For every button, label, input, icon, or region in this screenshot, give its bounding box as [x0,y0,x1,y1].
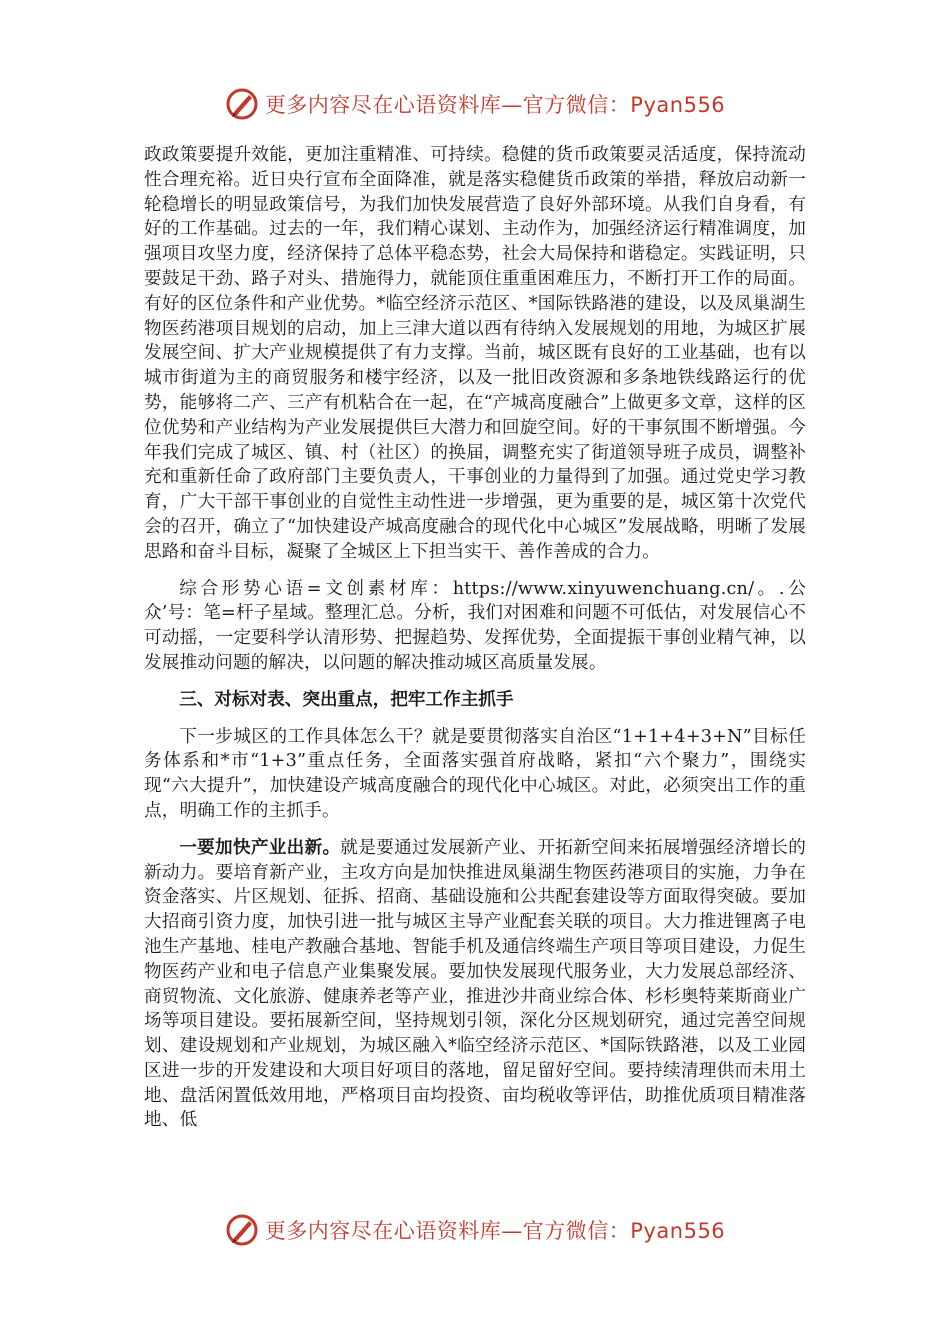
document-body [144,143,806,1145]
paragraph-2: 综合形势心语=文创素材库：https://www.xinyuwenchuang.cn/。.公众’号：笔=杆子星域。整理汇总。分析，我们对困难和问题不可低估，对发展信心不可动摇，一定要科学认清形势、把握趋势、发挥优势，全面提振干事创业精气神，以发展推动问题的解决，以问题的解决推动城区高质量发展。 [144,578,806,673]
paragraph-1: 政政策要提升效能，更加注重精准、可持续。稳健的货币政策要灵活适度，保持流动性合理充裕。近日央行宣布全面降准，就是落实稳健货币政策的举措，释放启动新一轮稳增长的明显政策信号，为我们加快发展营造了良好外部环境。从我们自身看，有好的工作基础。过去的一年，我们精心谋划、主动作为，加强经济运行精准调度，加强项目攻坚力度，经济保持了总体平稳态势，社会大局保持和谐稳定。实践证明，只要鼓足干劲、路子对头、措施得力，就能顶住重重困难压力，不断打开工作的局面。有好的区位条件和产业优势。*临空经济示范区、*国际铁路港的建设，以及凤巢湖生物医药港项目规划的启动，加上三津大道以西有待纳入发展规划的用地，为城区扩展发展空间、扩大产业规模提供了有力支撑。当前，城区既有良好的工业基础，也有以城市街道为主的商贸服务和楼宇经济，以及一批旧改资源和多条地铁线路运行的优势，能够将二产、三产有机粘合在一起，在“产城高度融合”上做更多文章，这样的区位优势和产业结构为产业发展提供巨大潜力和回旋空间。好的干事氛围不断增强。今年我们完成了城区、镇、村（社区）的换届，调整充实了街道领导班子成员，调整补充和重新任命了政府部门主要负责人，干事创业的力量得到了加强。通过党史学习教育，广大干部干事创业的自觉性主动性进一步增强，更为重要的是，城区第十次党代会的召开，确立了“加快建设产城高度融合的现代化中心城区”发展战略，明晰了发展思路和奋斗目标，凝聚了全城区上下担当实干、善作善成的合力。 [144,145,806,562]
footer-banner [0,1210,950,1250]
red-pen-circle-logo-icon [225,1213,259,1247]
banner-text: 更多内容尽在心语资料库—官方微信：Pyan556 [264,1219,726,1243]
red-pen-circle-logo-icon [225,87,259,121]
paragraph-3: 下一步城区的工作具体怎么干？就是要贯彻落实自治区“1+1+4+3+N”目标任务体系和*市“1+3”重点任务，全面落实强首府战略，紧扣“六个聚力”，围绕实现“六大提升”，加快建设产城高度融合的现代化中心城区。对此，必须突出工作的重点，明确工作的主抓手。 [144,726,806,821]
section-heading-3: 三、对标对表、突出重点，把牢工作主抓手 [179,688,514,710]
paragraph-4-body: 就是要通过发展新产业、开拓新空间来拓展增强经济增长的新动力。要培育新产业，主攻方向是加快推进凤巢湖生物医药港项目的实施，力争在资金落实、片区规划、征拆、招商、基础设施和公共配套建设等方面取得突破。要加大招商引资力度，加快引进一批与城区主导产业配套关联的项目。大力推进锂离子电池生产基地、桂电产教融合基地、智能手机及通信终端生产项目等项目建设，力促生物医药产业和电子信息产业集聚发展。要加快发展现代服务业，大力发展总部经济、商贸物流、文化旅游、健康养老等产业，推进沙井商业综合体、杉杉奥特莱斯商业广场等项目建设。要拓展新空间，坚持规划引领，深化分区规划研究，通过完善空间规划、建设规划和产业规划，为城区融入*临空经济示范区、*国际铁路港，以及工业园区进一步的开发建设和大项目好项目的落地，留足留好空间。要持续清理供而未用土地、盘活闲置低效用地，严格项目亩均投资、亩均税收等评估，助推优质项目精准落地、低 [144,837,806,1131]
paragraph-4 [144,836,806,1134]
banner-text: 更多内容尽在心语资料库—官方微信：Pyan556 [264,93,726,117]
paragraph-4-lead: 一要加快产业出新。 [179,836,341,858]
header-banner [0,84,950,124]
